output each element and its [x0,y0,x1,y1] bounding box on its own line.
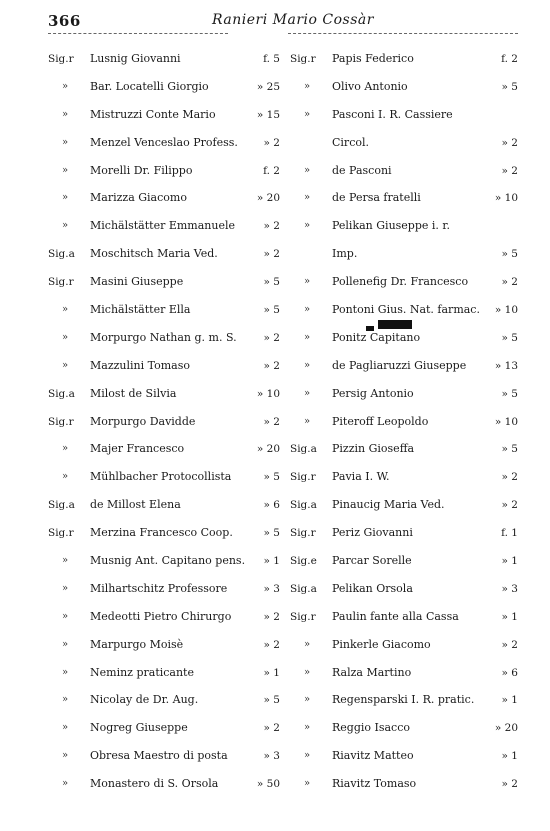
entry-title-prefix: Sig.r [48,415,74,428]
entry-title-prefix: » [61,722,69,734]
entry-title-prefix: » [303,778,311,790]
entry-name: Piteroff Leopoldo [332,414,429,428]
entry-title-prefix: » [303,694,311,706]
entry-name: Pelikan Orsola [332,581,413,595]
entry-title-prefix: Sig.a [290,582,317,595]
entry-title-prefix: Sig.r [290,471,316,484]
entry-amount: » 50 [256,778,280,791]
entry-title-prefix: » [303,80,311,92]
entry-name: Mühlbacher Protocollista [90,470,232,484]
entry-title-prefix: » [303,750,311,762]
entry-amount: » 2 [501,164,518,177]
entry-name: Pinkerle Giacomo [332,637,431,651]
list-item [48,80,280,108]
entry-amount: » 5 [501,387,518,400]
entry-amount: f. 1 [501,527,518,540]
entry-title-prefix: » [61,80,69,92]
entry-name: Morpurgo Davidde [90,414,196,428]
entry-amount: » 5 [501,331,518,344]
list-item [48,275,280,303]
list-item [48,191,280,219]
entry-title-prefix: » [303,304,311,316]
list-item [290,136,518,164]
entry-title-prefix: » [303,387,311,399]
entry-amount: » 2 [501,778,518,791]
list-item [48,666,280,694]
entry-amount: » 5 [263,471,280,484]
list-item [48,136,280,164]
entry-title-prefix: Sig.a [290,499,317,512]
entry-name: Majer Francesco [90,442,185,456]
entry-name: Nicolay de Dr. Aug. [90,693,199,707]
list-item [290,247,518,275]
entry-name: Menzel Venceslao Profess. [90,135,238,149]
entry-amount: » 20 [256,192,280,205]
entry-title-prefix: » [61,108,69,120]
list-item [48,582,280,610]
list-item [290,219,518,247]
entry-amount: » 10 [494,415,518,428]
entry-title-prefix: Sig.r [290,527,316,540]
entry-name: Pollenefig Dr. Francesco [332,275,469,289]
list-item [290,470,518,498]
running-head: Ranieri Mario Cossàr [212,12,374,28]
list-item [48,415,280,443]
entry-name: Regensparski I. R. pratic. [332,693,475,707]
entry-amount: » 3 [263,750,280,763]
entry-amount: » 15 [256,108,280,121]
entry-amount: » 2 [501,276,518,289]
entry-title-prefix: Sig.a [48,248,75,261]
entry-title-prefix: Sig.r [48,527,74,540]
entry-amount: » 2 [263,638,280,651]
entry-name: Pizzin Gioseffa [332,442,415,456]
list-item [290,331,518,359]
entry-title-prefix: » [61,136,69,148]
entry-amount: » 2 [501,638,518,651]
list-item [290,721,518,749]
entry-amount: » 13 [494,359,518,372]
entry-amount: » 20 [256,443,280,456]
list-item [290,108,518,136]
header-rule-right [288,33,518,34]
entry-title-prefix: » [303,164,311,176]
list-item [290,442,518,470]
entry-name: Riavitz Matteo [332,749,414,763]
entry-name: Pavia I. W. [332,470,390,484]
entry-title-prefix: » [303,415,311,427]
entry-amount: » 2 [263,331,280,344]
entry-title-prefix: » [303,276,311,288]
entry-title-prefix: » [303,108,311,120]
list-item [48,610,280,638]
entry-title-prefix: » [303,722,311,734]
list-item [290,610,518,638]
entry-name: Mazzulini Tomaso [90,358,190,372]
entry-name: Michälstätter Ella [90,303,191,317]
entry-amount: » 1 [501,750,518,763]
entry-name: Bar. Locatelli Giorgio [90,79,209,93]
entry-title-prefix: » [303,666,311,678]
list-item [290,164,518,192]
entry-title-prefix: » [61,638,69,650]
entry-title-prefix: » [303,220,311,232]
list-item [48,52,280,80]
entry-amount: » 1 [263,555,280,568]
list-item [290,275,518,303]
entry-name: Riavitz Tomaso [332,777,417,791]
entry-amount: » 2 [263,136,280,149]
entry-name: Persig Antonio [332,386,414,400]
list-item [290,498,518,526]
entry-title-prefix: » [61,471,69,483]
list-item [290,777,518,805]
entry-name: Neminz praticante [90,665,194,679]
entry-name: Periz Giovanni [332,526,413,540]
list-item [48,359,280,387]
entry-amount: f. 2 [501,53,518,65]
list-item [48,331,280,359]
entry-amount: » 5 [263,276,280,289]
entry-amount: » 10 [494,192,518,205]
list-item [290,191,518,219]
entry-name: Merzina Francesco Coop. [90,526,233,540]
entry-name: Ralza Martino [332,665,412,679]
entry-name: de Pagliaruzzi Giuseppe [332,358,467,372]
entry-name: Medeotti Pietro Chirurgo [90,609,232,623]
entry-name: Parcar Sorelle [332,554,412,568]
entry-amount: » 6 [263,499,280,512]
list-item [48,777,280,805]
entry-name: Michälstätter Emmanuele [90,219,235,233]
entry-name: de Pasconi [332,163,392,177]
list-item [48,387,280,415]
entry-name: Lusnig Giovanni [90,52,181,65]
list-item [290,693,518,721]
entry-name: de Persa fratelli [332,191,421,205]
entry-name: Papis Federico [332,52,414,65]
list-item [290,415,518,443]
entry-name: Pinaucig Maria Ved. [332,498,445,512]
list-item [48,526,280,554]
entry-title-prefix: » [61,555,69,567]
page-number: 366 [48,12,81,30]
entry-title-prefix: » [303,192,311,204]
entry-title-prefix: » [61,192,69,204]
list-item [48,108,280,136]
entry-title-prefix: » [61,331,69,343]
entry-amount: » 5 [501,443,518,456]
entry-name: Pontoni Gius. Nat. farmac. [332,303,480,317]
entry-name: Olivo Antonio [332,79,408,93]
entry-amount: » 2 [263,248,280,261]
entry-name: Paulin fante alla Cassa [332,609,459,623]
header-rule-left [48,33,228,34]
entry-amount: » 2 [501,499,518,512]
list-item [48,693,280,721]
entry-name: Obresa Maestro di posta [90,749,228,763]
entry-title-prefix: Sig.r [290,53,316,65]
entry-name: Circol. [332,135,369,149]
entry-name: Monastero di S. Orsola [90,777,219,791]
entry-title-prefix: Sig.r [48,53,74,65]
entry-amount: » 6 [501,666,518,679]
entry-title-prefix: » [303,359,311,371]
entry-name: Mistruzzi Conte Mario [90,107,216,121]
list-item [48,498,280,526]
entry-name: Morelli Dr. Filippo [90,163,193,177]
entry-name: Morpurgo Nathan g. m. S. [90,330,237,344]
entry-title-prefix: » [61,443,69,455]
list-item [290,526,518,554]
list-item [290,582,518,610]
entry-amount: » 1 [501,694,518,707]
entry-amount: » 5 [263,304,280,317]
entry-amount: » 5 [501,80,518,93]
entry-amount: » 5 [263,694,280,707]
entry-title-prefix: » [61,304,69,316]
entry-title-prefix: Sig.e [290,555,317,568]
entry-name: Masini Giuseppe [90,275,184,289]
list-item [48,554,280,582]
entry-title-prefix: » [61,750,69,762]
entry-title-prefix: Sig.a [48,387,75,400]
entry-name: Milost de Silvia [90,386,177,400]
entry-title-prefix: Sig.a [290,443,317,456]
list-item [290,749,518,777]
list-item [290,387,518,415]
entry-amount: » 2 [263,220,280,233]
entry-amount: » 2 [263,722,280,735]
list-item [48,638,280,666]
entry-amount: f. 5 [263,53,280,65]
page-header [48,12,518,34]
entry-amount: » 25 [256,80,280,93]
entry-title-prefix: » [303,638,311,650]
list-item [48,749,280,777]
entry-name: Ponitz Capitano [332,330,421,344]
entry-name: Marpurgo Moisè [90,637,184,651]
list-item [48,164,280,192]
list-item [290,80,518,108]
entry-name: Nogreg Giuseppe [90,721,188,735]
entry-title-prefix: » [61,359,69,371]
entry-amount: » 10 [256,387,280,400]
entry-name: de Millost Elena [90,498,181,512]
entry-amount: » 2 [501,136,518,149]
list-item [48,721,280,749]
list-item [48,303,280,331]
entry-name: Pelikan Giuseppe i. r. [332,219,450,233]
entry-amount: » 2 [263,610,280,623]
entry-name: Imp. [332,247,358,261]
entry-amount: » 5 [263,527,280,540]
entry-name: Marizza Giacomo [90,191,187,205]
entry-title-prefix: » [61,694,69,706]
entry-name: Reggio Isacco [332,721,411,735]
entry-title-prefix: Sig.r [290,610,316,623]
entry-title-prefix: » [61,778,69,790]
right-column [290,52,518,805]
entry-amount: » 20 [494,722,518,735]
entry-title-prefix: » [61,220,69,232]
entry-title-prefix: » [61,582,69,594]
list-item [48,470,280,498]
entry-title-prefix: » [61,164,69,176]
entry-amount: » 1 [263,666,280,679]
list-item [290,359,518,387]
entry-title-prefix: Sig.a [48,499,75,512]
entry-amount: » 1 [501,555,518,568]
entry-name: Milhartschitz Professore [90,581,228,595]
entry-amount: » 3 [263,582,280,595]
entry-amount: » 1 [501,610,518,623]
list-item [290,554,518,582]
entry-amount: » 2 [501,471,518,484]
entry-name: Musnig Ant. Capitano pens. [90,554,246,568]
entry-amount: » 3 [501,582,518,595]
entry-title-prefix: » [61,610,69,622]
left-column [48,52,280,805]
entry-title-prefix: » [303,331,311,343]
entry-amount: f. 2 [263,164,280,177]
list-item [48,219,280,247]
list-item [48,247,280,275]
list-item [290,638,518,666]
ink-smudge [378,320,412,329]
entry-name: Pasconi I. R. Cassiere [332,107,453,121]
entry-title-prefix: » [61,666,69,678]
list-item [290,666,518,694]
entry-amount: » 2 [263,359,280,372]
ink-smudge-small [366,326,374,331]
entry-title-prefix: Sig.r [48,276,74,289]
entry-amount: » 5 [501,248,518,261]
entry-amount: » 10 [494,304,518,317]
entry-name: Moschitsch Maria Ved. [90,247,218,261]
list-item [290,52,518,80]
entry-amount: » 2 [263,415,280,428]
list-item [48,442,280,470]
